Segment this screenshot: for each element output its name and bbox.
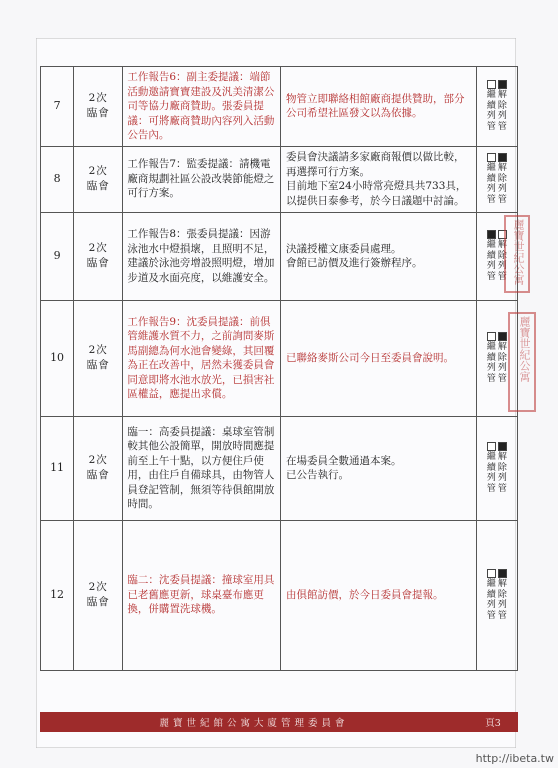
row-number: 11 bbox=[41, 416, 74, 520]
meeting-count: 2次 臨會 bbox=[74, 67, 123, 147]
status-label-char: 續 bbox=[486, 173, 496, 184]
row-number: 10 bbox=[41, 300, 74, 416]
status-label-char: 管 bbox=[486, 121, 496, 132]
row-number: 7 bbox=[41, 67, 74, 147]
status-label-char: 續 bbox=[486, 462, 496, 473]
result-text: 已聯絡麥斯公司今日至委員會說明。 bbox=[285, 351, 454, 364]
meeting-count: 2次 臨會 bbox=[74, 212, 123, 300]
meeting-count: 2次 臨會 bbox=[74, 520, 123, 670]
release-tracking-checkbox[interactable] bbox=[498, 153, 507, 162]
status-label-char: 除 bbox=[497, 589, 507, 600]
meeting-count: 2次 臨會 bbox=[74, 416, 123, 520]
status-label-char: 解 bbox=[497, 90, 507, 101]
status-label-char: 繼 bbox=[486, 240, 496, 250]
status-label-char: 繼 bbox=[486, 452, 496, 462]
continue-tracking-checkbox[interactable] bbox=[487, 442, 496, 451]
table-row bbox=[41, 520, 518, 670]
status-label-char: 管 bbox=[486, 373, 496, 384]
result-text: 目前地下室24小時常亮燈具共733具，以提供日泰參考，於今日議題中討論。 bbox=[285, 180, 467, 207]
result-cell bbox=[280, 212, 476, 300]
status-cell bbox=[476, 67, 517, 147]
status-label-char: 續 bbox=[486, 589, 496, 600]
status-label-char: 解 bbox=[497, 163, 507, 173]
report-cell bbox=[123, 300, 281, 416]
result-cell bbox=[280, 520, 476, 670]
status-label-char: 列 bbox=[497, 184, 507, 194]
report-text: 臨一：高委員提議：桌球室管制較其他公設簡單，開放時間應提前至上午十點，以方便住戶使用，由住戶自備球具，由物管人員登記管制，無須等待俱館開放時間。 bbox=[127, 425, 275, 510]
status-label-char: 管 bbox=[497, 483, 507, 494]
status-label-char: 列 bbox=[486, 363, 496, 373]
report-cell bbox=[123, 212, 281, 300]
meeting-table bbox=[40, 66, 518, 671]
status-label-char: 解 bbox=[497, 240, 507, 250]
result-text: 委員會決議請多家廠商報價以做比較，再選擇可行方案。 bbox=[285, 151, 465, 178]
result-text: 決議授權文康委員處理。 bbox=[285, 242, 402, 255]
status-label-char: 續 bbox=[486, 100, 496, 111]
release-tracking-checkbox[interactable] bbox=[498, 80, 507, 89]
result-cell bbox=[280, 146, 476, 212]
official-seal-stamp-2: 麗寶世紀公寓 bbox=[508, 312, 536, 412]
status-label-char: 管 bbox=[497, 194, 507, 205]
status-label-char: 繼 bbox=[486, 163, 496, 173]
status-label-char: 列 bbox=[486, 600, 496, 610]
row-number: 9 bbox=[41, 212, 74, 300]
status-label-char: 列 bbox=[486, 473, 496, 483]
release-tracking-checkbox[interactable] bbox=[498, 442, 507, 451]
status-label-char: 列 bbox=[486, 111, 496, 122]
report-cell bbox=[123, 146, 281, 212]
status-label-char: 續 bbox=[486, 250, 496, 261]
status-label-char: 列 bbox=[486, 261, 496, 271]
status-label-char: 解 bbox=[497, 452, 507, 462]
status-label-char: 繼 bbox=[486, 342, 496, 352]
footer-title: 麗寶世紀館公寓大廈管理委員會 bbox=[159, 718, 349, 729]
report-text: 工作報告6：副主委提議： bbox=[127, 71, 250, 83]
status-label-char: 列 bbox=[497, 473, 507, 483]
table-row bbox=[41, 67, 518, 147]
table-row bbox=[41, 146, 518, 212]
status-label-char: 續 bbox=[486, 352, 496, 363]
status-label-char: 管 bbox=[486, 271, 496, 282]
status-label-char: 除 bbox=[497, 100, 507, 111]
result-text: 在場委員全數通過本案。 bbox=[285, 454, 402, 467]
status-label-char: 繼 bbox=[486, 579, 496, 589]
status-label-char: 列 bbox=[486, 184, 496, 194]
report-text: 工作報告8：張委員提議：因游泳池水中燈損壞，且照明不足，建議於泳池旁增設照明燈，增加步道及水面亮度，以維護安全。 bbox=[127, 228, 275, 284]
result-cell bbox=[280, 67, 476, 147]
status-label-char: 除 bbox=[497, 250, 507, 261]
status-label-char: 列 bbox=[497, 363, 507, 373]
status-label-char: 除 bbox=[497, 173, 507, 184]
status-label-char: 管 bbox=[497, 121, 507, 132]
continue-tracking-checkbox[interactable] bbox=[487, 332, 496, 341]
result-text: 會館已訪價及進行簽辦程序。 bbox=[285, 257, 423, 269]
status-label-char: 除 bbox=[497, 462, 507, 473]
result-cell bbox=[280, 300, 476, 416]
result-text: 由俱館訪價，於今日委員會提報。 bbox=[285, 588, 444, 601]
result-text: 已公告執行。 bbox=[285, 469, 349, 481]
status-label-char: 解 bbox=[497, 342, 507, 352]
report-text: 臨二：沈委員提議：撞球室用具已老舊應更新，球桌臺布應更換，併購置洗球機。 bbox=[127, 574, 275, 616]
status-label-char: 管 bbox=[497, 610, 507, 621]
result-cell bbox=[280, 416, 476, 520]
continue-tracking-checkbox[interactable] bbox=[487, 80, 496, 89]
watermark-url: http://ibeta.tw bbox=[475, 752, 554, 765]
report-text: 工作報告7： bbox=[127, 158, 187, 171]
report-text: 監委提議：請機電廠商規劃社區公設改裝節能燈之可行方案。 bbox=[127, 158, 275, 200]
status-label-char: 管 bbox=[486, 194, 496, 205]
status-cell bbox=[476, 416, 517, 520]
continue-tracking-checkbox[interactable] bbox=[487, 230, 496, 239]
status-label-char: 列 bbox=[497, 261, 507, 271]
release-tracking-checkbox[interactable] bbox=[498, 332, 507, 341]
status-cell bbox=[476, 146, 517, 212]
table-row bbox=[41, 416, 518, 520]
footer-bar bbox=[40, 712, 518, 732]
meeting-count: 2次 臨會 bbox=[74, 146, 123, 212]
report-text: 工作報告9：沈委員提議：前俱管維護水質不力，之前詢問麥斯馬副總為何水池會變綠，其回覆為正在改善中，居然未獲委員會同意即將水池水放光，已損害社區權益，應提出求償。 bbox=[127, 315, 275, 400]
status-label-char: 管 bbox=[497, 373, 507, 384]
status-label-char: 管 bbox=[486, 483, 496, 494]
report-cell bbox=[123, 520, 281, 670]
continue-tracking-checkbox[interactable] bbox=[487, 569, 496, 578]
status-label-char: 列 bbox=[497, 111, 507, 122]
release-tracking-checkbox[interactable] bbox=[498, 569, 507, 578]
status-cell bbox=[476, 520, 517, 670]
status-label-char: 管 bbox=[486, 610, 496, 621]
status-label-char: 管 bbox=[497, 271, 507, 282]
report-text: 端節活動邀請寶寶建設及汎美清潔公司等協力廠商贊助。張委員提議：可將廠商贊助內容列入活動公告內。 bbox=[127, 71, 275, 141]
official-seal-stamp: 麗寶世紀公寓 bbox=[504, 215, 530, 293]
continue-tracking-checkbox[interactable] bbox=[487, 153, 496, 162]
status-label-char: 列 bbox=[497, 600, 507, 610]
status-label-char: 繼 bbox=[486, 90, 496, 101]
table-row bbox=[41, 300, 518, 416]
status-label-char: 除 bbox=[497, 352, 507, 363]
report-cell bbox=[123, 416, 281, 520]
report-cell bbox=[123, 67, 281, 147]
row-number: 8 bbox=[41, 146, 74, 212]
meeting-count: 2次 臨會 bbox=[74, 300, 123, 416]
status-label-char: 解 bbox=[497, 579, 507, 589]
row-number: 12 bbox=[41, 520, 74, 670]
page-number: 頁3 bbox=[485, 718, 501, 729]
table-row bbox=[41, 212, 518, 300]
result-text: 物管立即聯絡相館廠商提供贊助，部分公司希望社區發文以為依據。 bbox=[285, 92, 465, 120]
